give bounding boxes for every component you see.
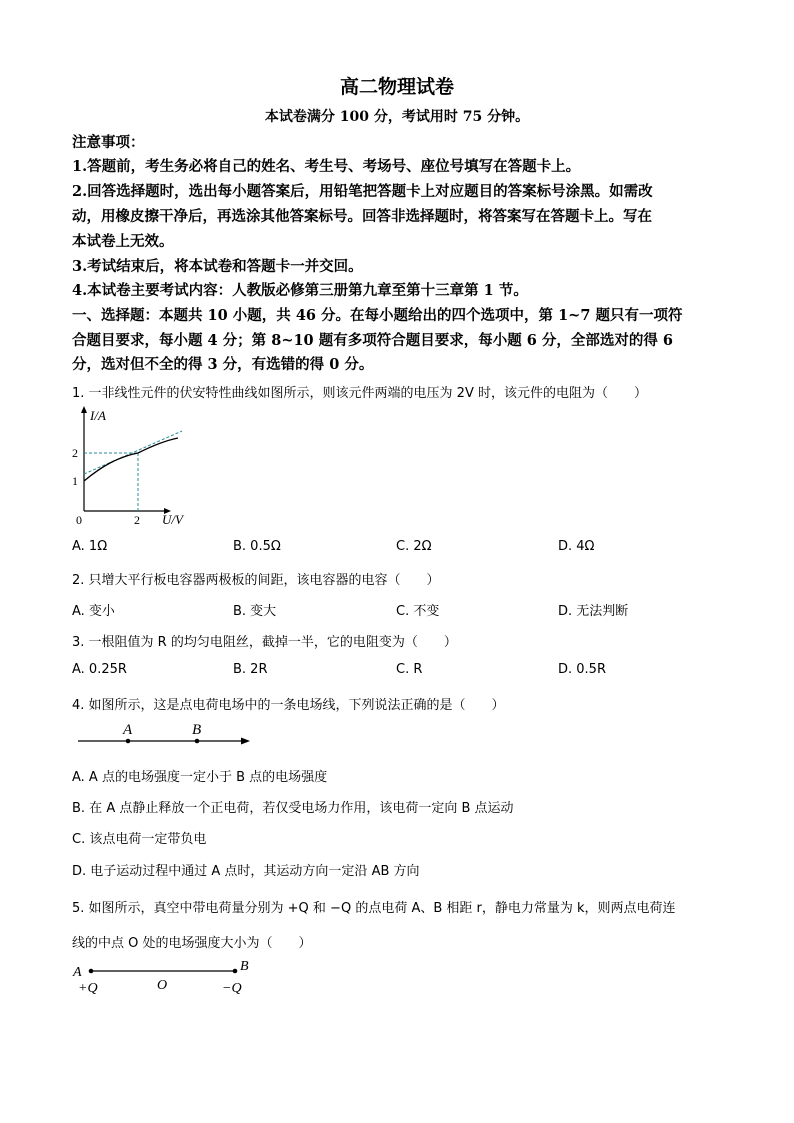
section-instruction: 合题目要求，每小题 4 分；第 8~10 题有多项符合题目要求，每小题 6 分，全部选对的得 6 xyxy=(72,332,674,349)
option-a[interactable]: A. 1Ω xyxy=(72,539,108,554)
option-b[interactable]: B. 0.5Ω xyxy=(233,539,281,554)
option-a[interactable]: A. A 点的电场强度一定小于 B 点的电场强度 xyxy=(72,770,328,785)
iv-curve xyxy=(84,438,178,481)
question-2-stem: 2. 只增大平行板电容器两极板的间距，该电容器的电容（ ） xyxy=(72,573,440,588)
option-c[interactable]: C. R xyxy=(396,662,423,677)
origin-label: 0 xyxy=(76,513,82,527)
option-d[interactable]: D. 电子运动过程中通过 A 点时，其运动方向一定沿 AB 方向 xyxy=(72,864,420,879)
option-a[interactable]: A. 变小 xyxy=(72,604,115,619)
question-5-stem-line2: 线的中点 O 处的电场强度大小为（ ） xyxy=(72,936,312,951)
notice-line: 2.回答选择题时，选出每小题答案后，用铅笔把答题卡上对应题目的答案标号涂黑。如需改 xyxy=(72,183,653,200)
x-axis-label: U/V xyxy=(162,512,183,527)
notice-line: 动，用橡皮擦干净后，再选涂其他答案标号。回答非选择题时，将答案写在答题卡上。写在 xyxy=(72,208,652,225)
option-b[interactable]: B. 变大 xyxy=(233,604,277,619)
page-title: 高二物理试卷 xyxy=(339,76,454,98)
iv-curve-graph xyxy=(70,404,200,530)
option-a[interactable]: A. 0.25R xyxy=(72,662,127,677)
y-tick-label: 1 xyxy=(72,474,78,488)
charge-b-dot xyxy=(233,969,238,974)
question-3-stem: 3. 一根阻值为 R 的均匀电阻丝，截掉一半，它的电阻变为（ ） xyxy=(72,635,457,650)
midpoint-label: O xyxy=(157,978,168,993)
y-axis-label: I/A xyxy=(90,408,106,423)
y-tick-label: 2 xyxy=(72,446,78,460)
point-b-dot xyxy=(195,739,200,744)
question-5-stem-line1: 5. 如图所示，真空中带电荷量分别为 +Q 和 −Q 的点电荷 A、B 相距 r，静电力常量为 k，则两点电荷连 xyxy=(72,901,676,916)
charge-b-label: B xyxy=(240,959,249,974)
option-c[interactable]: C. 该点电荷一定带负电 xyxy=(72,832,207,847)
notice-line: 4.本试卷主要考试内容：人教版必修第三册第九章至第十三章第 1 节。 xyxy=(72,282,528,299)
exam-subtitle: 本试卷满分 100 分，考试用时 75 分钟。 xyxy=(264,109,530,125)
notice-line: 3.考试结束后，将本试卷和答题卡一并交回。 xyxy=(72,258,363,275)
tangent-line xyxy=(84,431,182,474)
section-instruction: 分，选对但不全的得 3 分，有选错的得 0 分。 xyxy=(72,356,374,373)
y-axis-arrow xyxy=(81,406,87,413)
point-b-label: B xyxy=(192,722,202,738)
charge-a-value: +Q xyxy=(78,981,98,996)
option-b[interactable]: B. 2R xyxy=(233,662,268,677)
x-tick-label: 2 xyxy=(134,513,140,527)
point-a-dot xyxy=(126,739,131,744)
option-c[interactable]: C. 不变 xyxy=(396,604,440,619)
option-d[interactable]: D. 4Ω xyxy=(558,539,595,554)
charge-b-value: −Q xyxy=(222,981,242,996)
section-instruction: 一、选择题：本题共 10 小题，共 46 分。在每小题给出的四个选项中，第 1~7 题只有一项符 xyxy=(72,307,683,324)
charge-a-dot xyxy=(89,969,94,974)
point-a-label: A xyxy=(123,722,133,738)
notice-line: 1.答题前，考生务必将自己的姓名、考生号、考场号、座位号填写在答题卡上。 xyxy=(72,158,581,175)
option-b[interactable]: B. 在 A 点静止释放一个正电荷，若仅受电场力作用，该电荷一定向 B 点运动 xyxy=(72,801,514,816)
field-line-arrow xyxy=(241,738,250,745)
option-d[interactable]: D. 0.5R xyxy=(558,662,606,677)
point-charges-figure xyxy=(70,956,260,998)
notice-line: 本试卷上无效。 xyxy=(72,233,174,250)
option-d[interactable]: D. 无法判断 xyxy=(558,604,629,619)
option-c[interactable]: C. 2Ω xyxy=(396,539,432,554)
notice-heading: 注意事项： xyxy=(72,134,145,151)
question-4-stem: 4. 如图所示，这是点电荷电场中的一条电场线，下列说法正确的是（ ） xyxy=(72,698,505,713)
charge-a-label: A xyxy=(73,965,82,980)
question-1-stem: 1. 一非线性元件的伏安特性曲线如图所示，则该元件两端的电压为 2V 时，该元件的电阻为（ ） xyxy=(72,386,647,401)
field-line-figure xyxy=(76,718,256,750)
